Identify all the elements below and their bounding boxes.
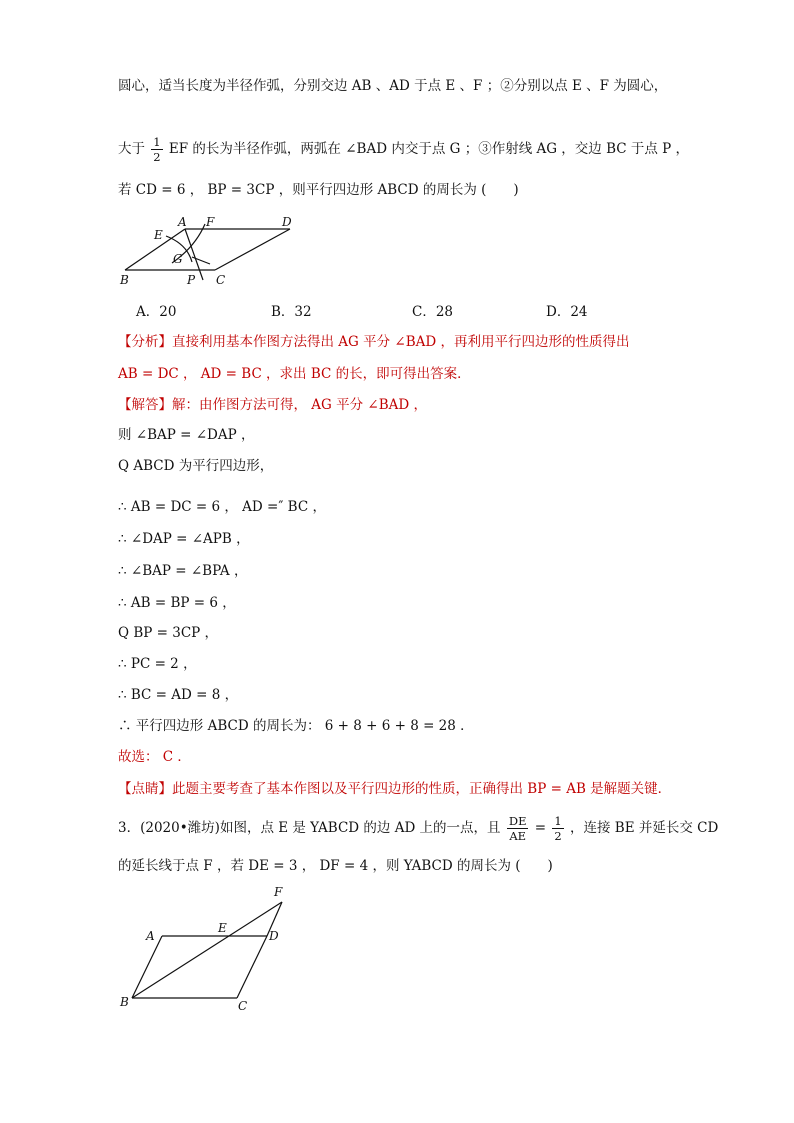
parallelogram-figure-1: [110, 210, 310, 290]
option-a: A．20: [136, 304, 177, 320]
fraction-numerator: DE: [508, 814, 527, 828]
solution-line: ∴ 平行四边形 ABCD 的周长为： 6 + 8 + 6 + 8 = 28 ．: [118, 718, 474, 734]
problem2-line2: [118, 135, 689, 164]
solution-line: ∴ ∠DAP = ∠APB ，: [118, 531, 250, 547]
fraction-half: [552, 814, 563, 843]
comment-line: [118, 779, 671, 799]
option-b: B．32: [271, 304, 312, 320]
solution-line: ∴ ∠BAP = ∠BPA ，: [118, 563, 248, 579]
solution-first-line: [118, 395, 427, 415]
solution-line: ∴ PC = 2 ，: [118, 656, 197, 672]
problem3-line1-post: ，连接 BE 并延长交 CD: [570, 820, 719, 836]
equals-sign: =: [534, 820, 547, 836]
fraction-de-ae: [507, 814, 529, 843]
problem2-line2-post: EF 的长为半径作弧，两弧在 ∠BAD 内交于点 G ；③作射线 AG ，交边 BC 于点 P ，: [168, 141, 690, 157]
comment-text: 此题主要考查了基本作图以及平行四边形的性质，正确得出 BP = AB 是解题关键．: [172, 781, 672, 797]
option-d: D．24: [546, 304, 588, 320]
analysis-tag: 【分析】: [118, 334, 172, 350]
fig2-label-a: A: [146, 929, 155, 943]
fig1-label-a: A: [178, 215, 187, 229]
fraction-half: [151, 135, 162, 164]
problem3-line2: 的延长线于点 F ，若 DE = 3 ， DF = 4 ，则 YABCD 的周长为 ( ): [118, 858, 553, 874]
problem2-line3: 若 CD = 6 ， BP = 3CP ，则平行四边形 ABCD 的周长为 ( ): [118, 182, 519, 198]
problem2-line2-pre: 大于: [118, 141, 145, 157]
parallelogram-figure-2: [112, 882, 312, 1012]
solution-answer: 故选： C ．: [118, 749, 191, 765]
solution-line: Q ABCD 为平行四边形，: [118, 458, 274, 474]
fraction-numerator: 1: [554, 814, 562, 828]
solution-line: ∴ BC = AD = 8 ，: [118, 687, 239, 703]
fig1-label-f: F: [206, 215, 215, 229]
solution-line: 则 ∠BAP = ∠DAP ，: [118, 427, 255, 443]
fig1-label-d: D: [282, 215, 292, 229]
solution-line: Q BP = 3CP ，: [118, 625, 219, 641]
comment-tag: 【点睛】: [118, 781, 172, 797]
fig2-label-d: D: [269, 929, 279, 943]
problem2-line1: 圆心，适当长度为半径作弧，分别交边 AB 、AD 于点 E 、F ；②分别以点 E 、F 为圆心，: [118, 78, 668, 94]
solution-line: ∴ AB = BP = 6 ，: [118, 595, 236, 611]
fig2-label-e: E: [218, 921, 227, 935]
problem3-line1-pre: 3．(2020•潍坊)如图，点 E 是 YABCD 的边 AD 上的一点，且: [118, 820, 501, 836]
fig1-label-p: P: [187, 273, 196, 287]
fraction-denominator: AE: [509, 829, 527, 843]
solution-first-text: 解：由作图方法可得， AG 平分 ∠BAD ，: [172, 397, 428, 413]
fig2-label-c: C: [238, 999, 248, 1012]
fig1-label-e: E: [154, 228, 163, 242]
fig1-label-g: G: [173, 252, 183, 266]
fraction-numerator: 1: [153, 135, 161, 149]
analysis-line2: AB = DC ， AD = BC ，求出 BC 的长，即可得出答案．: [118, 366, 471, 382]
solution-line: ∴ AB = DC = 6 ， AD =″ BC ，: [118, 499, 326, 515]
fig1-label-c: C: [216, 273, 226, 287]
fraction-denominator: 2: [153, 150, 161, 164]
option-c: C．28: [412, 304, 454, 320]
solution-tag: 【解答】: [118, 397, 172, 413]
analysis-line1: [118, 332, 630, 352]
fig2-label-f: F: [274, 885, 283, 899]
fraction-denominator: 2: [554, 829, 562, 843]
fig2-label-b: B: [120, 995, 129, 1009]
fig1-label-b: B: [120, 273, 129, 287]
analysis-text: 直接利用基本作图方法得出 AG 平分 ∠BAD ，再利用平行四边形的性质得出: [172, 334, 630, 350]
problem3-line1: [118, 814, 718, 843]
